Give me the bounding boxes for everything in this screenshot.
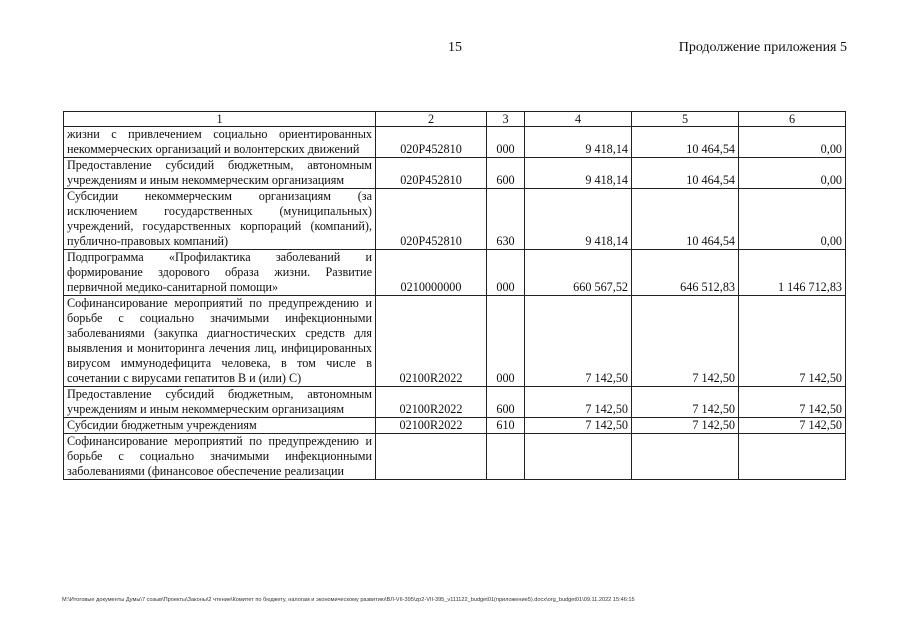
row-name: Предоставление субсидий бюджетным, автономным учреждениям и иным некоммерческим организациям <box>64 158 376 189</box>
column-header: 5 <box>632 112 739 127</box>
column-header: 2 <box>376 112 487 127</box>
row-code: 0210000000 <box>376 250 487 296</box>
row-value-1: 9 418,14 <box>525 158 632 189</box>
row-value-3: 7 142,50 <box>739 296 846 387</box>
row-name: Предоставление субсидий бюджетным, автономным учреждениям и иным некоммерческим организациям <box>64 387 376 418</box>
table-row <box>64 250 846 296</box>
row-name: Субсидии бюджетным учреждениям <box>64 418 376 434</box>
row-code: 020P452810 <box>376 127 487 158</box>
row-name: Подпрограмма «Профилактика заболеваний и формирование здорового образа жизни. Развитие первичной медико-санитарной помощи» <box>64 250 376 296</box>
row-value-2: 646 512,83 <box>632 250 739 296</box>
table-row <box>64 418 846 434</box>
row-value-3: 1 146 712,83 <box>739 250 846 296</box>
row-kvr: 000 <box>487 250 525 296</box>
row-value-1 <box>525 434 632 480</box>
row-value-3: 7 142,50 <box>739 387 846 418</box>
row-value-1: 7 142,50 <box>525 296 632 387</box>
row-value-3 <box>739 434 846 480</box>
column-header: 1 <box>64 112 376 127</box>
footer-file-path: M:\Итоговые документы Думы\7 созыв\Проекты\Законы\2 чтение\Комитет по бюджету, налогам и экономическому развитию\ВЛ-VII-395\zp2-VII-395_v111122_budget01(приложение5).docx\org_budget01\09.11.2022 15:46:15 <box>62 597 635 603</box>
table-row <box>64 434 846 480</box>
row-name: Софинансирование мероприятий по предупреждению и борьбе с социально значимыми инфекционными заболеваниями (закупка диагностических средств для выявления и мониторинга лечения лиц, инфицированных вирусом иммунодефицита человека, в том числе в сочетании с вирусами гепатитов B и (или) C) <box>64 296 376 387</box>
column-header: 6 <box>739 112 846 127</box>
row-value-2: 7 142,50 <box>632 387 739 418</box>
row-value-2: 7 142,50 <box>632 418 739 434</box>
table-row <box>64 127 846 158</box>
table-row <box>64 296 846 387</box>
table-header-row <box>64 112 846 127</box>
row-kvr: 600 <box>487 158 525 189</box>
table-row <box>64 189 846 250</box>
table-row <box>64 387 846 418</box>
row-kvr: 000 <box>487 127 525 158</box>
page-number: 15 <box>448 40 462 55</box>
row-value-1: 660 567,52 <box>525 250 632 296</box>
row-value-3: 0,00 <box>739 127 846 158</box>
row-code: 02100R2022 <box>376 418 487 434</box>
row-code: 020P452810 <box>376 158 487 189</box>
row-value-3: 7 142,50 <box>739 418 846 434</box>
row-kvr: 000 <box>487 296 525 387</box>
row-value-1: 9 418,14 <box>525 189 632 250</box>
row-value-2: 10 464,54 <box>632 158 739 189</box>
row-value-1: 9 418,14 <box>525 127 632 158</box>
row-kvr <box>487 434 525 480</box>
row-value-2: 7 142,50 <box>632 296 739 387</box>
budget-table <box>63 111 846 480</box>
row-value-1: 7 142,50 <box>525 387 632 418</box>
row-value-2 <box>632 434 739 480</box>
row-code: 02100R2022 <box>376 296 487 387</box>
row-value-3: 0,00 <box>739 189 846 250</box>
row-kvr: 600 <box>487 387 525 418</box>
row-name: жизни с привлечением социально ориентированных некоммерческих организаций и волонтерских движений <box>64 127 376 158</box>
row-kvr: 610 <box>487 418 525 434</box>
row-code: 020P452810 <box>376 189 487 250</box>
row-value-2: 10 464,54 <box>632 189 739 250</box>
row-kvr: 630 <box>487 189 525 250</box>
row-value-3: 0,00 <box>739 158 846 189</box>
continuation-label: Продолжение приложения 5 <box>678 40 847 55</box>
row-name: Софинансирование мероприятий по предупреждению и борьбе с социально значимыми инфекционными заболеваниями (финансовое обеспечение реализации <box>64 434 376 480</box>
table-row <box>64 158 846 189</box>
row-code <box>376 434 487 480</box>
column-header: 3 <box>487 112 525 127</box>
row-value-2: 10 464,54 <box>632 127 739 158</box>
column-header: 4 <box>525 112 632 127</box>
row-code: 02100R2022 <box>376 387 487 418</box>
row-value-1: 7 142,50 <box>525 418 632 434</box>
row-name: Субсидии некоммерческим организациям (за исключением государственных (муниципальных) учреждений, государственных корпораций (компаний), публично-правовых компаний) <box>64 189 376 250</box>
